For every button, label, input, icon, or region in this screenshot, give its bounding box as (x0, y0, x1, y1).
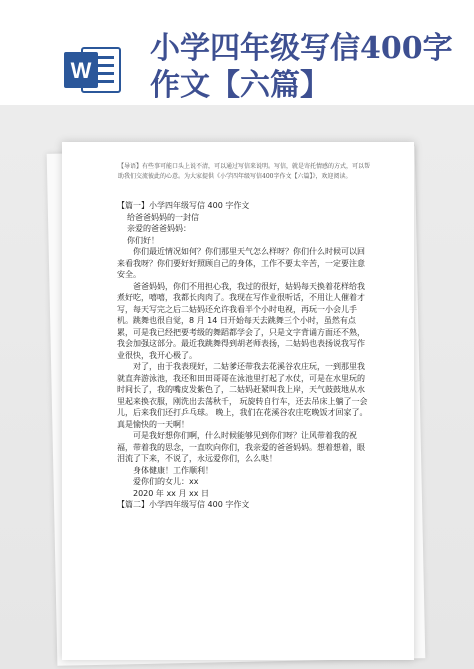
word-document-icon (62, 42, 124, 98)
signature: 爱你们的女儿：xx (133, 477, 199, 486)
paragraph: 对了，由于我表现好，二姑爹还带我去花溪谷农庄玩，一到那里我就直奔游泳池，我还和田田哥哥在泳池里打起了水仗，可是在水里玩的时间长了，我的嘴皮发紫色了，二姑妈赶紧叫我上岸，天气鼓鼓地从水里起来换衣服，刚洗出去荡秋千， 玩旋转自行车，还去吊床上躺了一会儿，后来我们还打乒乓球。 晚上，我们在花溪谷农庄吃晚饭才回家了。真是愉快的一天啊！ (117, 362, 368, 429)
section-heading: 【篇二】小学四年级写信 400 字作文 (117, 500, 250, 509)
page-title: 小学四年级写信400字作文【六篇】 (150, 31, 453, 103)
letter-title: 给爸爸妈妈的一封信 (127, 212, 199, 222)
closing-wish: 身体健康！工作顺利！ (133, 465, 213, 475)
header (0, 0, 474, 105)
paragraph: 可是我好想你们啊，什么时候能够见到你们呀？让风带着我的祝福，带着我的思念，一直吹向你们，我亲爱的爸爸妈妈。想着想着，眼泪流了下来，不说了，永远爱你们，么么哒！ (117, 431, 365, 463)
salutation: 亲爱的爸爸妈妈： (127, 224, 191, 233)
greeting: 你们好！ (127, 235, 159, 245)
document-body (117, 200, 369, 511)
section-heading: 【篇一】小学四年级写信 400 字作文 (117, 201, 250, 210)
paragraph: 你们最近情况如何？你们那里天气怎么样呀？你们什么时候可以回来看我呀？你们要好好照顾自己的身体，工作不要太辛苦，一定要注意安全。 (117, 247, 365, 279)
date: 2020 年 xx 月 xx 日 (133, 488, 210, 498)
logo-letter: W (70, 58, 92, 83)
paragraph: 爸爸妈妈，你们不用担心我，我过的很好，姑妈每天换着花样给我煮好吃，嘻嘻，我都长肉肉了。我现在写作业很听话，不用让人催着才写，每天写完之后二姑妈还允许我看半个小时电视，再玩一小会儿手机。跳舞也很自觉，8 月 14 日开始每天去跳舞三个小时，虽然有点累，可是我已经把要考级的舞蹈都学会了，只是文字背诵方面还不熟，我会加强这部分。最近我跳舞得到胡老师表扬，二姑妈也表扬说我写作业很快，我开心极了。 (117, 281, 365, 360)
document-page (62, 142, 414, 660)
guide-text: 【导语】有些事可能口头上说不清，可以通过写信来说明。写信，就是寄托情感的方式，可以帮助我们交流彼此的心意。为大家提供《小学四年级写信400字作文【六篇】》，欢迎阅读。 (118, 163, 371, 180)
